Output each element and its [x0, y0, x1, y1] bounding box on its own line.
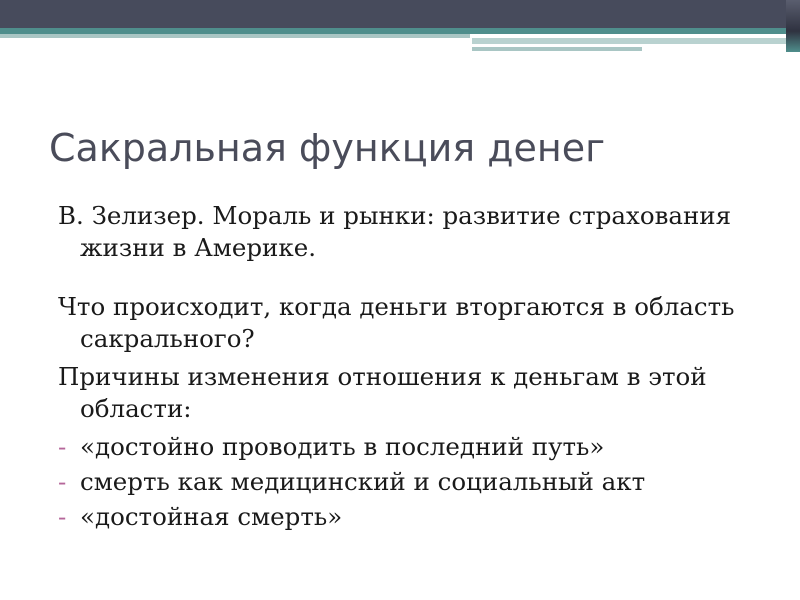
slide-title: Сакральная функция денег	[49, 126, 606, 170]
header-band-dark	[0, 0, 800, 28]
header-stripe-light-short	[472, 47, 642, 51]
reference-paragraph: В. Зелизер. Мораль и рынки: развитие страхования жизни в Америке.	[58, 201, 732, 262]
list-item	[58, 466, 758, 498]
list-item-text: «достойная смерть»	[80, 502, 343, 531]
dash-bullet-icon: -	[58, 502, 67, 531]
list-item-text: смерть как медицинский и социальный акт	[80, 467, 646, 496]
header-right-cap	[786, 0, 800, 52]
dash-bullet-icon: -	[58, 432, 67, 461]
question-paragraph: Что происходит, когда деньги вторгаются в область сакрального?	[58, 292, 735, 353]
list-item	[58, 431, 758, 463]
paragraph-gap	[58, 264, 758, 291]
dash-bullet-icon: -	[58, 467, 67, 496]
list-item	[58, 501, 758, 533]
list-item-text: «достойно проводить в последний путь»	[80, 432, 605, 461]
slide-body	[58, 200, 758, 536]
header-stripe-light-left	[0, 34, 470, 38]
reasons-list	[58, 431, 758, 533]
reasons-intro-paragraph: Причины изменения отношения к деньгам в этой области:	[58, 362, 707, 423]
